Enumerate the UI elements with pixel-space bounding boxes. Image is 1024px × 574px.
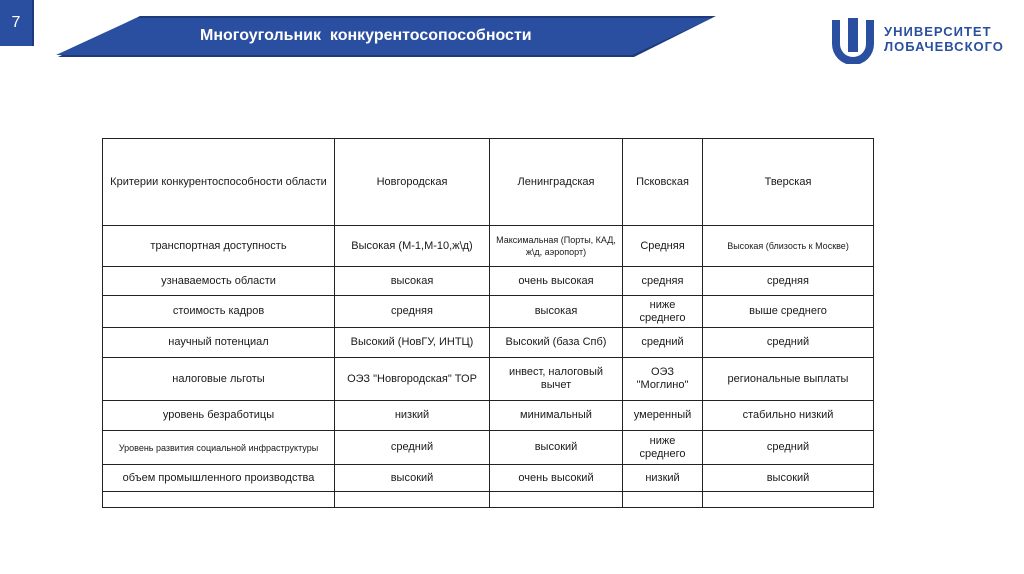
logo-line-1: УНИВЕРСИТЕТ — [884, 24, 992, 39]
table-cell: ОЭЗ "Моглино" — [623, 358, 703, 401]
logo-text — [884, 24, 1004, 54]
table-row — [103, 465, 874, 492]
table-cell: узнаваемость области — [103, 267, 335, 296]
table-cell: высокая — [335, 267, 490, 296]
table-cell: очень высокая — [490, 267, 623, 296]
table-cell: инвест, налоговый вычет — [490, 358, 623, 401]
table-cell: минимальный — [490, 401, 623, 431]
table-cell: Высокий (база Спб) — [490, 328, 623, 358]
table-cell: региональные выплаты — [703, 358, 874, 401]
table-cell: Уровень развития социальной инфраструктуры — [103, 431, 335, 465]
table-row — [103, 431, 874, 465]
table-cell: средняя — [335, 296, 490, 328]
table-cell: ниже среднего — [623, 296, 703, 328]
table-cell — [623, 492, 703, 508]
table-cell: налоговые льготы — [103, 358, 335, 401]
header-tver: Тверская — [703, 139, 874, 226]
table-cell: умеренный — [623, 401, 703, 431]
table-cell: низкий — [623, 465, 703, 492]
table-row — [103, 226, 874, 267]
table-cell: средний — [335, 431, 490, 465]
table-cell: Высокий (НовГУ, ИНТЦ) — [335, 328, 490, 358]
table-cell: объем промышленного производства — [103, 465, 335, 492]
criteria-table-wrapper — [102, 138, 874, 508]
table-cell — [703, 492, 874, 508]
table-cell: выше среднего — [703, 296, 874, 328]
header-leningrad: Ленинградская — [490, 139, 623, 226]
table-cell — [335, 492, 490, 508]
slide-number: 7 — [0, 0, 32, 46]
table-cell: научный потенциал — [103, 328, 335, 358]
table-cell: Высокая (М-1,М-10,ж\д) — [335, 226, 490, 267]
table-cell: средний — [623, 328, 703, 358]
header-criteria: Критерии конкурентоспособности области — [103, 139, 335, 226]
university-logo — [828, 14, 1008, 64]
table-cell: высокий — [335, 465, 490, 492]
table-cell: средний — [703, 431, 874, 465]
table-row — [103, 267, 874, 296]
table-row — [103, 328, 874, 358]
table-cell: Высокая (близость к Москве) — [703, 226, 874, 267]
table-cell: высокий — [490, 431, 623, 465]
table-cell: высокая — [490, 296, 623, 328]
table-cell: уровень безработицы — [103, 401, 335, 431]
header-novgorod: Новгородская — [335, 139, 490, 226]
table-cell: средняя — [623, 267, 703, 296]
table-cell: низкий — [335, 401, 490, 431]
table-row — [103, 296, 874, 328]
criteria-table — [102, 138, 874, 508]
table-cell: средний — [703, 328, 874, 358]
table-cell: транспортная доступность — [103, 226, 335, 267]
table-row — [103, 492, 874, 508]
table-cell: ОЭЗ "Новгородская" ТОР — [335, 358, 490, 401]
header-pskov: Псковская — [623, 139, 703, 226]
logo-line-2: ЛОБАЧЕВСКОГО — [884, 39, 1004, 54]
table-cell: ниже среднего — [623, 431, 703, 465]
table-cell — [103, 492, 335, 508]
table-header-row — [103, 139, 874, 226]
table-row — [103, 401, 874, 431]
table-cell: Средняя — [623, 226, 703, 267]
table-cell: очень высокий — [490, 465, 623, 492]
table-cell: стоимость кадров — [103, 296, 335, 328]
table-cell — [490, 492, 623, 508]
slide-title: Многоугольник конкурентосопособности — [200, 27, 532, 44]
table-row — [103, 358, 874, 401]
logo-emblem-icon — [828, 14, 878, 64]
table-cell: стабильно низкий — [703, 401, 874, 431]
table-cell: высокий — [703, 465, 874, 492]
table-cell: Максимальная (Порты, КАД, ж\д, аэропорт) — [490, 226, 623, 267]
table-cell: средняя — [703, 267, 874, 296]
